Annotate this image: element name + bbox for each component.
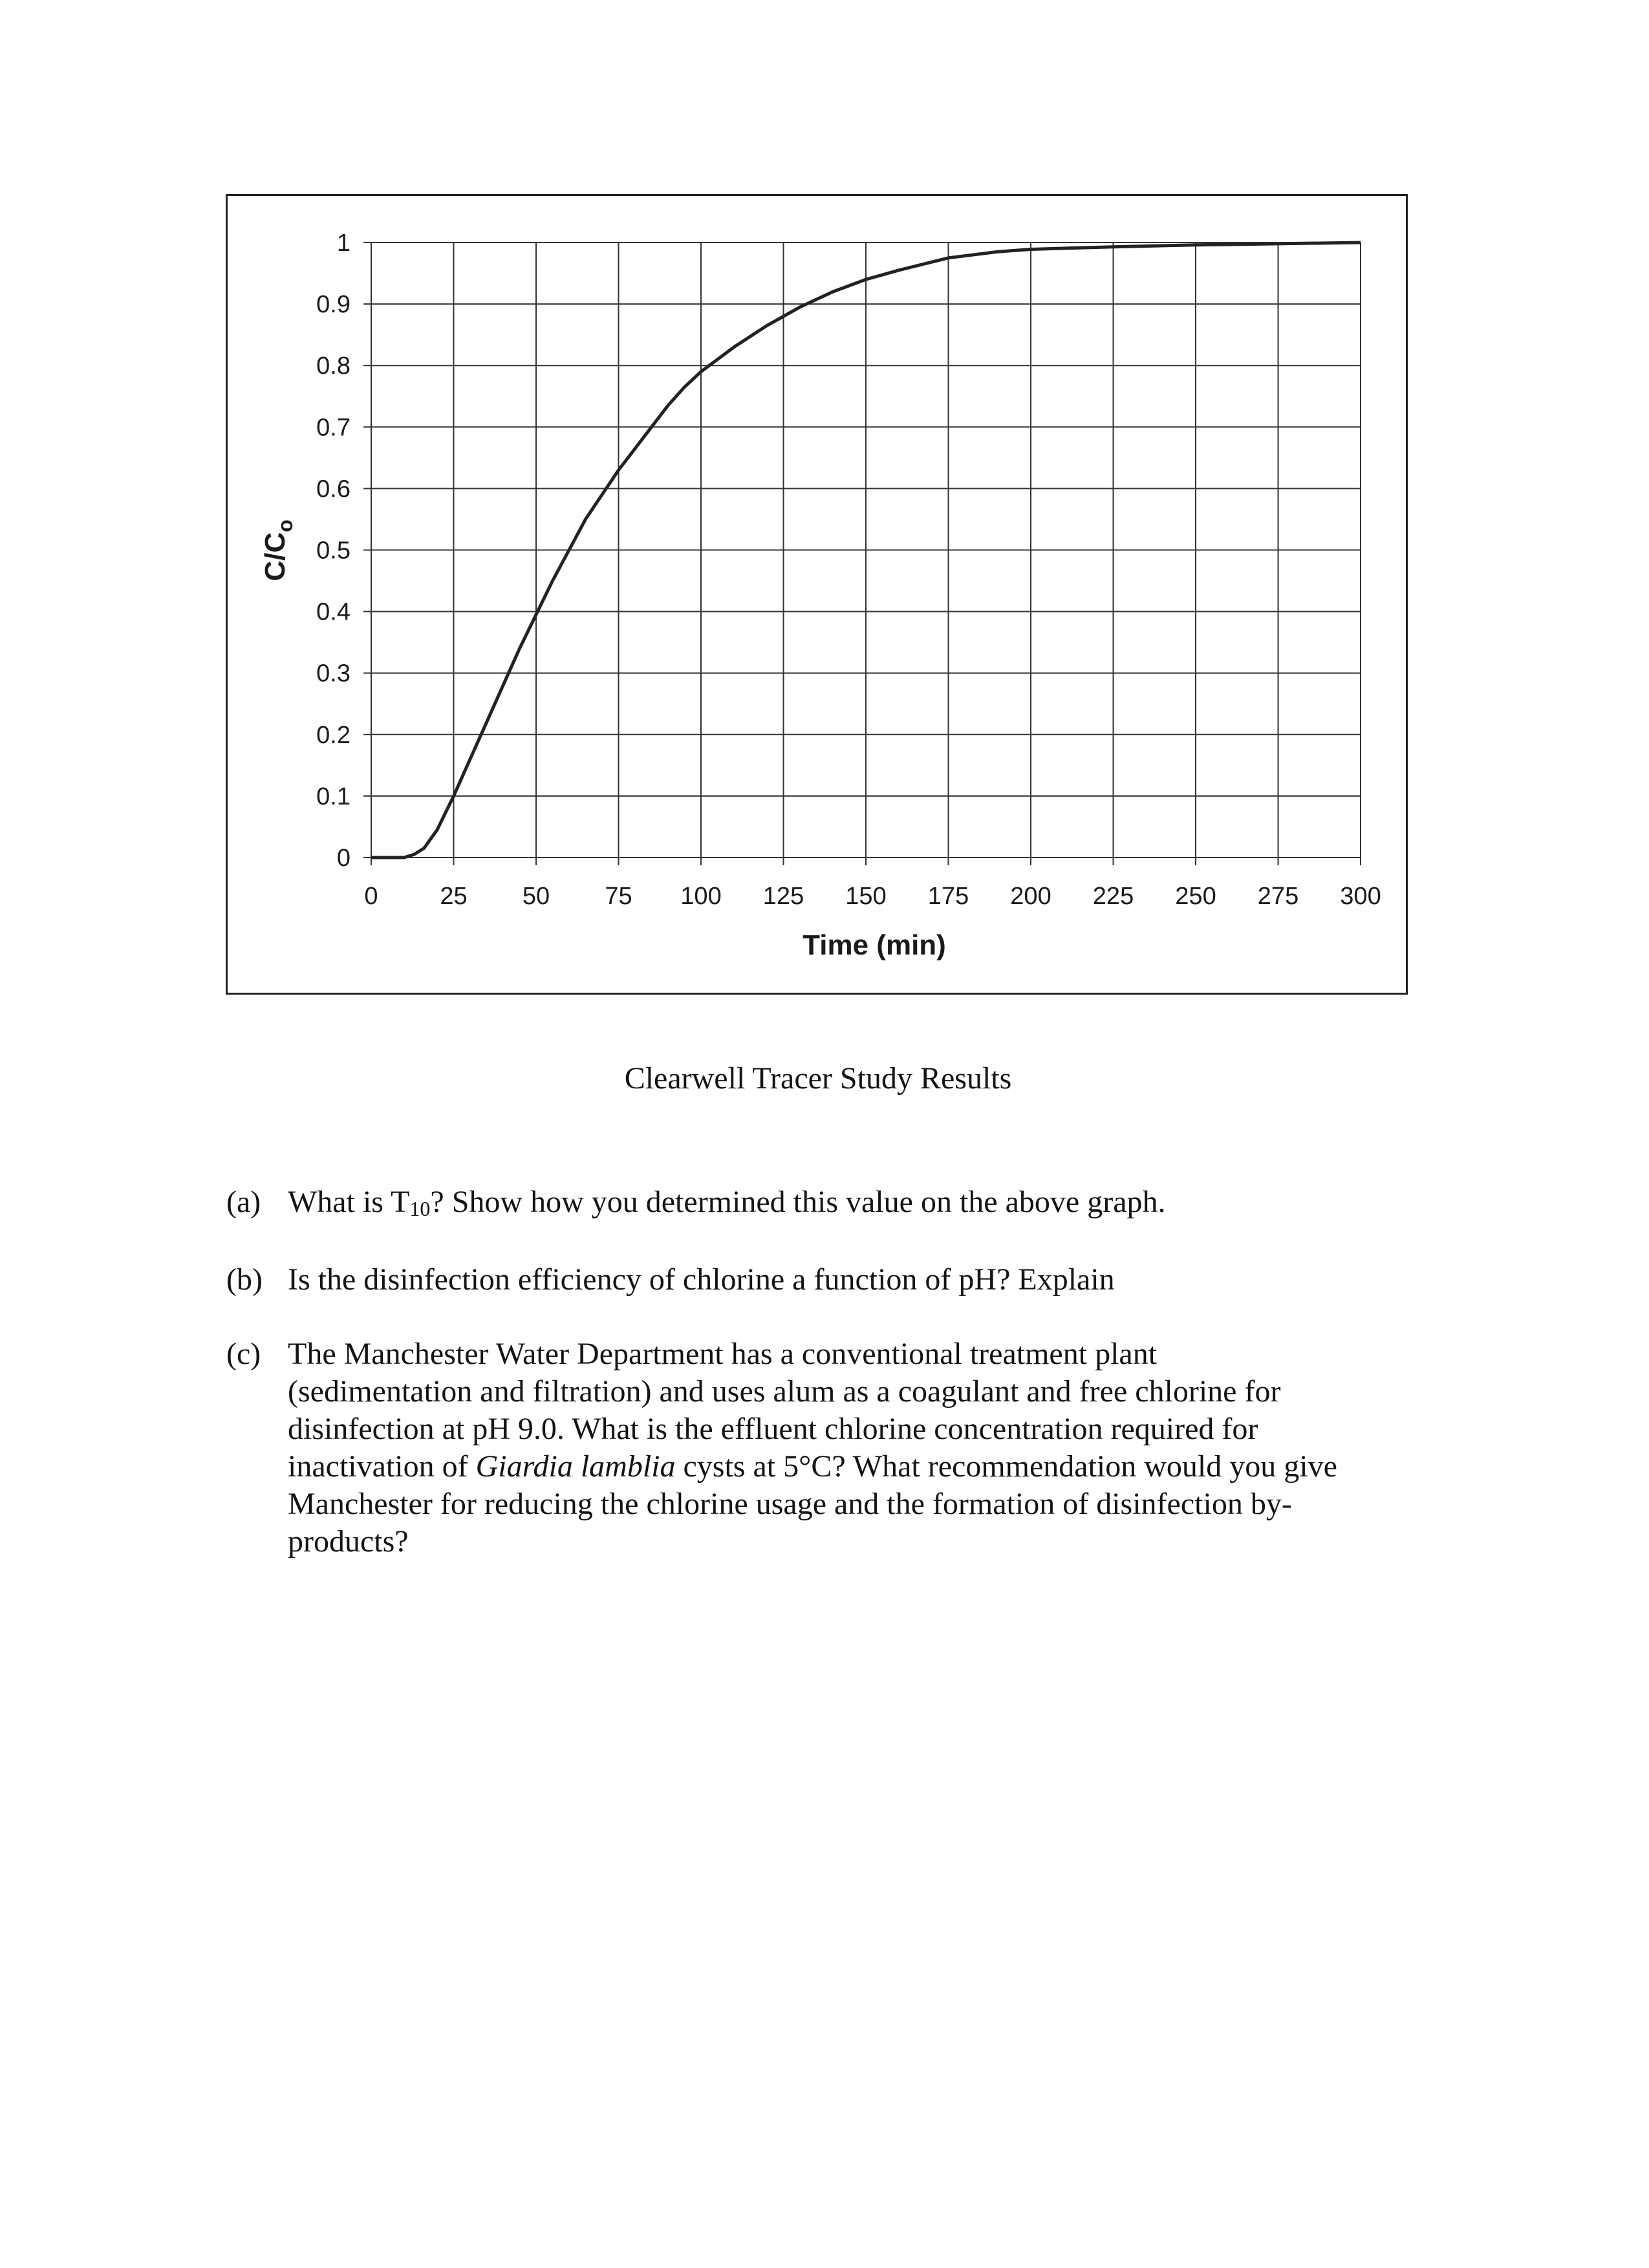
chart-frame — [226, 194, 1408, 995]
question-c-text — [288, 1335, 1465, 1561]
y-tick-label: 0.2 — [316, 721, 350, 749]
x-tick-label: 25 — [440, 883, 468, 910]
y-tick-label: 1 — [336, 230, 350, 257]
x-tick-label: 75 — [605, 883, 632, 910]
question-c-line-5: Manchester for reducing the chlorine usage and the formation of disinfection by- — [288, 1487, 1292, 1521]
question-c-line-4: inactivation of Giardia lamblia cysts at 5°C? What recommendation would you give — [288, 1449, 1337, 1484]
question-c-line-6: products? — [288, 1524, 409, 1559]
x-axis-label: Time (min) — [803, 929, 946, 961]
y-axis-label — [259, 519, 297, 581]
y-axis-label-main: C/C — [259, 532, 291, 581]
y-axis-label-subscript: o — [274, 519, 297, 532]
question-c-line-1: The Manchester Water Department has a conventional treatment plant — [288, 1337, 1158, 1371]
question-c-label: (c) — [226, 1337, 261, 1371]
x-tick-label: 100 — [680, 883, 722, 910]
y-tick-label: 0.5 — [316, 537, 350, 565]
x-tick-label: 200 — [1010, 883, 1051, 910]
question-b-text: Is the disinfection efficiency of chlorine a function of pH? Explain — [288, 1262, 1115, 1297]
y-tick-label: 0.8 — [316, 352, 350, 380]
question-a-text: What is $T_{10}$? Show how you determined this value on the above graph. — [288, 1185, 1166, 1220]
question-c-line-3: disinfection at pH 9.0. What is the effluent chlorine concentration required for — [288, 1412, 1258, 1446]
y-tick-label: 0.7 — [316, 414, 350, 442]
figure-caption: Clearwell Tracer Study Results — [624, 1061, 1012, 1096]
t10-subscript: 10 — [409, 1197, 431, 1220]
question-a-label: (a) — [226, 1185, 261, 1219]
x-tick-label: 150 — [845, 883, 887, 910]
x-tick-label: 300 — [1340, 883, 1381, 910]
species-name: Giardia lamblia — [475, 1449, 676, 1484]
x-tick-label: 50 — [522, 883, 550, 910]
y-tick-label: 0.6 — [316, 475, 350, 503]
x-tick-label: 0 — [364, 883, 378, 910]
x-tick-label: 250 — [1175, 883, 1216, 910]
x-tick-label: 225 — [1092, 883, 1134, 910]
y-tick-label: 0.4 — [316, 598, 350, 626]
question-b-label: (b) — [226, 1262, 263, 1297]
tracer-chart — [228, 196, 1406, 993]
y-tick-label: 0.1 — [316, 783, 350, 810]
y-tick-label: 0.9 — [316, 291, 350, 319]
x-tick-label: 125 — [762, 883, 804, 910]
y-tick-label: 0.3 — [316, 660, 350, 687]
x-tick-label: 175 — [927, 883, 969, 910]
question-c-line-2: (sedimentation and filtration) and uses alum as a coagulant and free chlorine for — [288, 1374, 1281, 1409]
y-tick-label: 0 — [336, 845, 350, 872]
x-tick-label: 275 — [1257, 883, 1299, 910]
